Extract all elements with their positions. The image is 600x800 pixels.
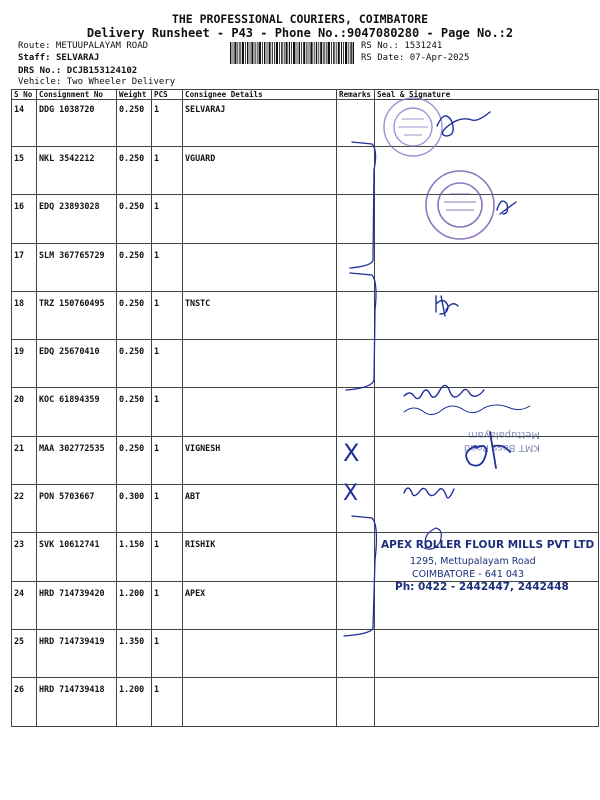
remarks-cell bbox=[337, 291, 375, 339]
signature-cell bbox=[375, 436, 599, 484]
consignment-cell: HRD 714739419 bbox=[37, 629, 117, 677]
signature-cell bbox=[375, 629, 599, 677]
remarks-cell bbox=[337, 147, 375, 195]
consignee-cell: ABT bbox=[183, 485, 337, 533]
weight-cell: 1.200 bbox=[117, 678, 152, 726]
staff-label: Staff: bbox=[18, 53, 51, 63]
remarks-cell bbox=[337, 436, 375, 484]
pcs-cell: 1 bbox=[152, 243, 183, 291]
remarks-mark-row23: X bbox=[343, 481, 359, 506]
remarks-cell bbox=[337, 243, 375, 291]
signature-cell bbox=[375, 100, 599, 147]
remarks-cell bbox=[337, 195, 375, 243]
pcs-cell: 1 bbox=[152, 485, 183, 533]
pcs-cell: 1 bbox=[152, 340, 183, 388]
consignee-cell: RISHIK bbox=[183, 533, 337, 581]
pcs-cell: 1 bbox=[152, 100, 183, 147]
sno-cell: 25 bbox=[12, 629, 37, 677]
signature-cell bbox=[375, 678, 599, 726]
table-row bbox=[12, 485, 599, 533]
pcs-cell: 1 bbox=[152, 533, 183, 581]
staff-line bbox=[18, 53, 99, 63]
sno-cell: 17 bbox=[12, 243, 37, 291]
weight-cell: 0.300 bbox=[117, 485, 152, 533]
remarks-cell bbox=[337, 678, 375, 726]
remarks-cell bbox=[337, 100, 375, 147]
consignment-cell: EDQ 23893028 bbox=[37, 195, 117, 243]
signature-cell bbox=[375, 291, 599, 339]
remarks-cell bbox=[337, 388, 375, 436]
col-header-remarks: Remarks bbox=[337, 90, 375, 100]
consignment-cell: SLM 367765729 bbox=[37, 243, 117, 291]
table-row bbox=[12, 533, 599, 581]
signature-cell bbox=[375, 195, 599, 243]
weight-cell: 0.250 bbox=[117, 436, 152, 484]
drs-line bbox=[18, 66, 137, 76]
svg-text:Mettupalayam: Mettupalayam bbox=[467, 429, 540, 440]
sno-cell: 19 bbox=[12, 340, 37, 388]
weight-cell: 0.250 bbox=[117, 100, 152, 147]
sno-cell: 24 bbox=[12, 581, 37, 629]
weight-cell: 0.250 bbox=[117, 340, 152, 388]
col-header-consignment: Consignment No bbox=[37, 90, 117, 100]
table-row bbox=[12, 581, 599, 629]
sno-cell: 26 bbox=[12, 678, 37, 726]
table-row bbox=[12, 291, 599, 339]
weight-cell: 1.200 bbox=[117, 581, 152, 629]
runsheet-table bbox=[11, 89, 599, 727]
pcs-cell: 1 bbox=[152, 195, 183, 243]
signature-cell bbox=[375, 533, 599, 581]
col-header-signature: Seal & Signature bbox=[375, 90, 599, 100]
col-header-sno: S No bbox=[12, 90, 37, 100]
consignment-cell: MAA 302772535 bbox=[37, 436, 117, 484]
consignment-cell: DDG 1038720 bbox=[37, 100, 117, 147]
sno-cell: 21 bbox=[12, 436, 37, 484]
table-header-row bbox=[12, 90, 599, 100]
signature-cell bbox=[375, 147, 599, 195]
consignee-cell: VGUARD bbox=[183, 147, 337, 195]
consignment-cell: KOC 61894359 bbox=[37, 388, 117, 436]
pcs-cell: 1 bbox=[152, 678, 183, 726]
apex-stamp-line1: APEX ROLLER FLOUR MILLS PVT LTD bbox=[381, 539, 595, 551]
remarks-mark-row22: X bbox=[343, 439, 360, 467]
remarks-cell bbox=[337, 581, 375, 629]
table-row bbox=[12, 195, 599, 243]
apex-stamp-line4: Ph: 0422 - 2442447, 2442448 bbox=[395, 581, 569, 593]
consignee-cell bbox=[183, 388, 337, 436]
sno-cell: 23 bbox=[12, 533, 37, 581]
signature-cell bbox=[375, 485, 599, 533]
remarks-cell bbox=[337, 340, 375, 388]
weight-cell: 1.350 bbox=[117, 629, 152, 677]
sno-cell: 20 bbox=[12, 388, 37, 436]
sno-cell: 16 bbox=[12, 195, 37, 243]
barcode-image bbox=[230, 42, 354, 64]
consignment-cell: EDQ 25670410 bbox=[37, 340, 117, 388]
remarks-cell bbox=[337, 485, 375, 533]
table-row bbox=[12, 388, 599, 436]
apex-stamp-line2: 1295, Mettupalayam Road bbox=[410, 556, 536, 567]
table-row bbox=[12, 147, 599, 195]
sno-cell: 22 bbox=[12, 485, 37, 533]
table-row bbox=[12, 243, 599, 291]
sno-cell: 15 bbox=[12, 147, 37, 195]
pcs-cell: 1 bbox=[152, 629, 183, 677]
apex-stamp-line3: COIMBATORE - 641 043 bbox=[412, 569, 525, 580]
table-row bbox=[12, 340, 599, 388]
remarks-cell bbox=[337, 629, 375, 677]
table-row bbox=[12, 100, 599, 147]
runsheet-title: Delivery Runsheet - P43 - Phone No.:9047080280 - Page No.:2 bbox=[86, 26, 514, 40]
pcs-cell: 1 bbox=[152, 436, 183, 484]
pcs-cell: 1 bbox=[152, 388, 183, 436]
col-header-weight: Weight bbox=[117, 90, 152, 100]
weight-cell: 0.250 bbox=[117, 147, 152, 195]
consignment-cell: TRZ 150760495 bbox=[37, 291, 117, 339]
col-header-pcs: PCS bbox=[152, 90, 183, 100]
table-row bbox=[12, 678, 599, 726]
consignee-cell bbox=[183, 629, 337, 677]
pcs-cell: 1 bbox=[152, 581, 183, 629]
vehicle-label: Vehicle: Two Wheeler Delivery bbox=[18, 77, 176, 87]
weight-cell: 0.250 bbox=[117, 291, 152, 339]
consignee-cell bbox=[183, 195, 337, 243]
rs-date: RS Date: 07-Apr-2025 bbox=[361, 53, 470, 63]
consignee-cell: VIGNESH bbox=[183, 436, 337, 484]
signature-cell bbox=[375, 581, 599, 629]
rs-number: RS No.: 1531241 bbox=[361, 41, 443, 51]
pcs-cell: 1 bbox=[152, 291, 183, 339]
signature-cell bbox=[375, 243, 599, 291]
consignee-cell: APEX bbox=[183, 581, 337, 629]
remarks-cell bbox=[337, 533, 375, 581]
weight-cell: 1.150 bbox=[117, 533, 152, 581]
drs-value: DCJB153124102 bbox=[66, 66, 138, 76]
signature-cell bbox=[375, 340, 599, 388]
consignment-cell: SVK 10612741 bbox=[37, 533, 117, 581]
weight-cell: 0.250 bbox=[117, 388, 152, 436]
staff-value: SELVARAJ bbox=[55, 53, 100, 63]
table-row bbox=[12, 629, 599, 677]
company-name: THE PROFESSIONAL COURIERS, COIMBATORE bbox=[171, 12, 429, 26]
svg-text:KMT Bass Road: KMT Bass Road bbox=[463, 442, 540, 453]
consignee-cell bbox=[183, 678, 337, 726]
consignment-cell: HRD 714739420 bbox=[37, 581, 117, 629]
weight-cell: 0.250 bbox=[117, 195, 152, 243]
weight-cell: 0.250 bbox=[117, 243, 152, 291]
consignee-cell: SELVARAJ bbox=[183, 100, 337, 147]
sno-cell: 18 bbox=[12, 291, 37, 339]
consignee-cell bbox=[183, 243, 337, 291]
table-row bbox=[12, 436, 599, 484]
sno-cell: 14 bbox=[12, 100, 37, 147]
consignee-cell bbox=[183, 340, 337, 388]
signature-cell bbox=[375, 388, 599, 436]
consignment-cell: HRD 714739418 bbox=[37, 678, 117, 726]
drs-label: DRS No.: bbox=[18, 66, 62, 76]
pcs-cell: 1 bbox=[152, 147, 183, 195]
route-label: Route: METUUPALAYAM ROAD bbox=[18, 41, 149, 51]
consignee-cell: TNSTC bbox=[183, 291, 337, 339]
col-header-consignee: Consignee Details bbox=[183, 90, 337, 100]
consignment-cell: PON 5703667 bbox=[37, 485, 117, 533]
consignment-cell: NKL 3542212 bbox=[37, 147, 117, 195]
